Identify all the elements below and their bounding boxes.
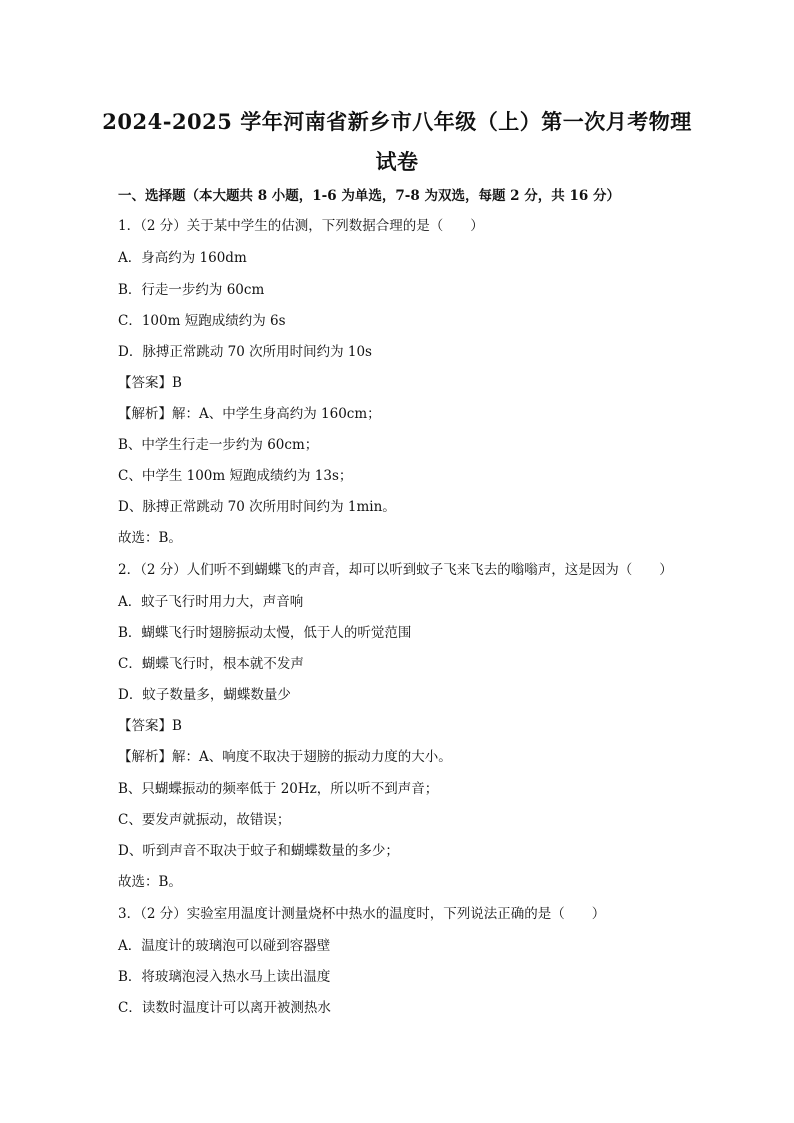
question-2-option-c: C．蝴蝶飞行时，根本就不发声 <box>118 656 304 672</box>
question-2-answer: 【答案】B <box>118 718 182 734</box>
question-1-analysis-line: D、脉搏正常跳动 70 次所用时间约为 1min。 <box>118 499 396 515</box>
document-title: 2024-2025 学年河南省新乡市八年级（上）第一次月考物理 <box>102 109 692 134</box>
question-3-option-b: B．将玻璃泡浸入热水马上读出温度 <box>118 969 331 985</box>
question-1-option-a: A．身高约为 160dm <box>118 250 247 266</box>
question-1-analysis-line: C、中学生 100m 短跑成绩约为 13s； <box>118 468 353 484</box>
question-1-conclusion: 故选：B。 <box>118 530 182 546</box>
question-1-analysis-line: 【解析】解：A、中学生身高约为 160cm； <box>118 406 381 422</box>
question-1-option-c: C．100m 短跑成绩约为 6s <box>118 313 286 329</box>
question-2-analysis-line: C、要发声就振动，故错误； <box>118 812 291 828</box>
question-3-stem: 3．（2 分）实验室用温度计测量烧杯中热水的温度时，下列说法正确的是（ ） <box>118 906 606 922</box>
question-2-option-d: D．蚊子数量多，蝴蝶数量少 <box>118 687 291 703</box>
question-2-analysis-line: B、只蝴蝶振动的频率低于 20Hz，所以听不到声音； <box>118 781 439 797</box>
document-title-continued: 试卷 <box>375 149 419 174</box>
question-3-option-c: C．读数时温度计可以离开被测热水 <box>118 1000 331 1016</box>
question-1-option-d: D．脉搏正常跳动 70 次所用时间约为 10s <box>118 344 372 360</box>
question-2-conclusion: 故选：B。 <box>118 874 182 890</box>
question-2-option-b: B．蝴蝶飞行时翅膀振动太慢，低于人的听觉范围 <box>118 625 412 641</box>
question-1-stem: 1．（2 分）关于某中学生的估测，下列数据合理的是（ ） <box>118 218 484 234</box>
question-1-analysis-line: B、中学生行走一步约为 60cm； <box>118 437 319 453</box>
section-heading: 一、选择题（本大题共 8 小题，1-6 为单选，7-8 为双选，每题 2 分，共 16 分） <box>118 188 620 204</box>
question-2-analysis-line: D、听到声音不取决于蚊子和蝴蝶数量的多少； <box>118 843 399 859</box>
question-2-stem: 2．（2 分）人们听不到蝴蝶飞的声音，却可以听到蚊子飞来飞去的嗡嗡声，这是因为（ ） <box>118 562 673 578</box>
question-2-analysis-line: 【解析】解：A、响度不取决于翅膀的振动力度的大小。 <box>118 749 452 765</box>
question-2-option-a: A．蚊子飞行时用力大，声音响 <box>118 594 304 610</box>
question-1-option-b: B．行走一步约为 60cm <box>118 282 265 298</box>
question-1-answer: 【答案】B <box>118 375 182 391</box>
question-3-option-a: A．温度计的玻璃泡可以碰到容器壁 <box>118 938 331 954</box>
